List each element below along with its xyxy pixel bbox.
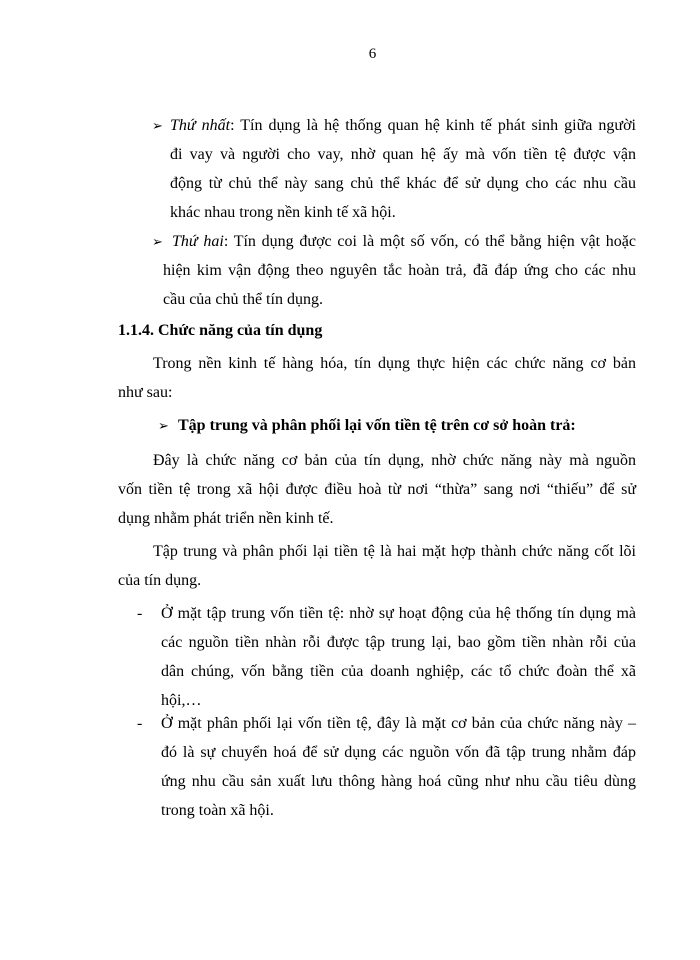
dash-marker: - xyxy=(137,605,143,622)
bullet-thu-hai xyxy=(172,227,636,256)
arrow-bullet-icon: ➢ xyxy=(158,418,169,433)
bullet-line: cầu của chủ thể tín dụng. xyxy=(163,291,323,308)
arrow-bullet-icon: ➢ xyxy=(152,234,163,249)
bullet-label: Thứ nhất xyxy=(170,117,231,134)
paragraph-2 xyxy=(118,537,636,595)
intro-paragraph xyxy=(118,349,636,407)
bullet-line: đi vay và người cho vay, nhờ quan hệ ấy mà vốn tiền tệ được vận xyxy=(170,146,636,163)
paragraph-line: Tập trung và phân phối lại tiền tệ là hai mặt hợp thành chức năng cốt lõi xyxy=(153,543,636,560)
bullet-thu-hai-cont xyxy=(163,256,636,314)
dash-line: Ở mặt phân phối lại vốn tiền tệ, đây là mặt cơ bản của chức năng này – xyxy=(161,715,636,732)
dash-line: ứng nhu cầu sản xuất lưu thông hàng hoá cũng như nhu cầu tiêu dùng xyxy=(161,773,636,790)
paragraph-line: Đây là chức năng cơ bản của tín dụng, nhờ chức năng này mà nguồn xyxy=(153,452,636,469)
bullet-label: Thứ hai xyxy=(172,233,224,250)
page-number: 6 xyxy=(368,46,377,62)
dash-line: đó là sự chuyển hoá để sử dụng các nguồn vốn đã tập trung nhằm đáp xyxy=(161,744,636,761)
subheading: Tập trung và phân phối lại vốn tiền tệ trên cơ sở hoàn trả: xyxy=(178,417,576,434)
bullet-line: khác nhau trong nền kinh tế xã hội. xyxy=(170,204,396,221)
bullet-thu-nhat xyxy=(170,111,636,227)
paragraph-1 xyxy=(118,446,636,533)
paragraph-line: vốn tiền tệ trong xã hội được điều hoà từ nơi “thừa” sang nơi “thiếu” để sử xyxy=(118,481,636,498)
dash-line: Ở mặt tập trung vốn tiền tệ: nhờ sự hoạt động của hệ thống tín dụng mà xyxy=(161,605,636,622)
dash-line: trong toàn xã hội. xyxy=(161,802,274,819)
section-heading: 1.1.4. Chức năng của tín dụng xyxy=(118,322,323,339)
paragraph-line: Trong nền kinh tế hàng hóa, tín dụng thực hiện các chức năng cơ bản xyxy=(153,355,636,372)
dash-item-tap-trung xyxy=(161,599,636,715)
dash-line: dân chúng, vốn bằng tiền của doanh nghiệp, các tổ chức đoàn thể xã xyxy=(161,663,636,680)
dash-line: các nguồn tiền nhàn rỗi được tập trung lại, bao gồm tiền nhàn rỗi của xyxy=(161,634,636,651)
paragraph-line: của tín dụng. xyxy=(118,572,202,589)
bullet-line: Thứ hai: Tín dụng được coi là một số vốn, có thể bằng hiện vật hoặc xyxy=(172,233,636,250)
bullet-line: động từ chủ thể này sang chủ thể khác để sử dụng cho các nhu cầu xyxy=(170,175,636,192)
dash-marker: - xyxy=(137,715,143,732)
bullet-line: hiện kim vận động theo nguyên tắc hoàn trả, đã đáp ứng cho các nhu xyxy=(163,262,636,279)
dash-line: hội,… xyxy=(161,692,202,709)
paragraph-line: dụng nhằm phát triển nền kinh tế. xyxy=(118,510,334,527)
arrow-bullet-icon: ➢ xyxy=(152,118,163,133)
dash-item-phan-phoi xyxy=(161,709,636,825)
bullet-line: Thứ nhất: Tín dụng là hệ thống quan hệ kinh tế phát sinh giữa người xyxy=(170,117,636,134)
paragraph-line: như sau: xyxy=(118,384,173,401)
